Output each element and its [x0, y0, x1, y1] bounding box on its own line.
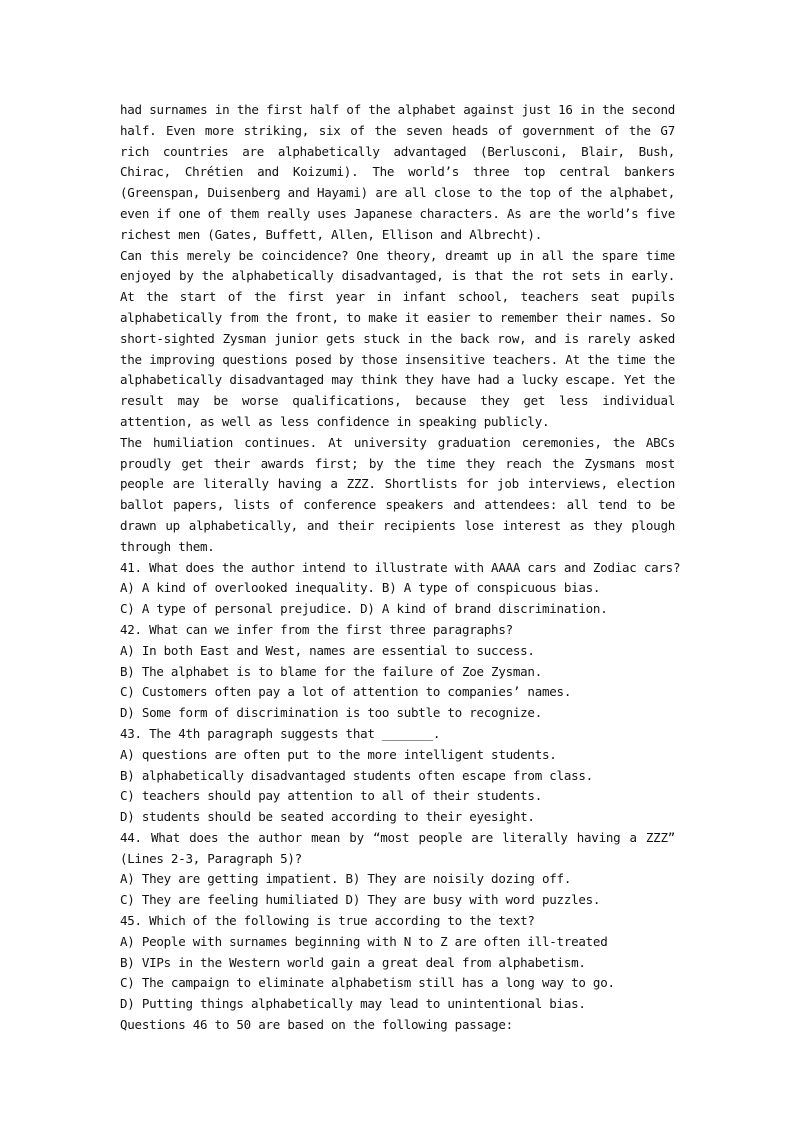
- question-43-stem: 43. The 4th paragraph suggests that _______.: [120, 725, 441, 741]
- next-passage-intro: Questions 46 to 50 are based on the following passage:: [120, 1017, 513, 1033]
- question-42-stem: 42. What can we infer from the first three paragraphs?: [120, 621, 513, 637]
- question-43-option-d: D) students should be seated according to their eyesight.: [120, 809, 535, 825]
- question-44-stem: 44. What does the author mean by “most people are literally having a ZZZ” (Lines 2-3, Paragraph 5)?: [120, 829, 675, 866]
- question-44-options-ab: A) They are getting impatient. B) They are noisily dozing off.: [120, 871, 572, 887]
- question-43-option-a: A) questions are often put to the more intelligent students.: [120, 746, 557, 762]
- passage-paragraph-1: had surnames in the first half of the alphabet against just 16 in the second half. Even more striking, six of the seven heads of government of the G7 rich countries are alphabetically advantaged (Berlusconi, Blair, Bush, Chirac, Chrétien and Koizumi). The world’s three top central bankers (Greenspan, Duisenberg and Hayami) are all close to the top of the alphabet, even if one of them really uses Japanese characters. As are the world’s five richest men (Gates, Buffett, Allen, Ellison and Albrecht).: [120, 102, 675, 242]
- question-43-option-c: C) teachers should pay attention to all of their students.: [120, 788, 542, 804]
- passage-paragraph-3: The humiliation continues. At university graduation ceremonies, the ABCs proudly get their awards first; by the time they reach the Zysmans most people are literally having a ZZZ. Shortlists for job interviews, election ballot papers, lists of conference speakers and attendees: all tend to be drawn up alphabetically, and their recipients lose interest as they plough through them.: [120, 434, 675, 554]
- question-45-option-d: D) Putting things alphabetically may lead to unintentional bias.: [120, 996, 586, 1012]
- question-42-option-d: D) Some form of discrimination is too subtle to recognize.: [120, 705, 542, 721]
- question-45-option-b: B) VIPs in the Western world gain a great deal from alphabetism.: [120, 954, 586, 970]
- question-44-options-cd: C) They are feeling humiliated D) They are busy with word puzzles.: [120, 892, 601, 908]
- document-page: [120, 100, 681, 1036]
- question-42-option-c: C) Customers often pay a lot of attention to companies’ names.: [120, 684, 572, 700]
- question-41-options-cd: C) A type of personal prejudice. D) A kind of brand discrimination.: [120, 601, 608, 617]
- question-45-option-a: A) People with surnames beginning with N to Z are often ill-treated: [120, 933, 608, 949]
- question-41-options-ab: A) A kind of overlooked inequality. B) A type of conspicuous bias.: [120, 580, 601, 596]
- question-42-option-a: A) In both East and West, names are essential to success.: [120, 642, 535, 658]
- question-42-option-b: B) The alphabet is to blame for the failure of Zoe Zysman.: [120, 663, 542, 679]
- question-41-stem: 41. What does the author intend to illustrate with AAAA cars and Zodiac cars?: [120, 559, 681, 575]
- question-45-option-c: C) The campaign to eliminate alphabetism still has a long way to go.: [120, 975, 615, 991]
- question-45-stem: 45. Which of the following is true according to the text?: [120, 913, 535, 929]
- passage-paragraph-2: Can this merely be coincidence? One theory, dreamt up in all the spare time enjoyed by the alphabetically disadvantaged, is that the rot sets in early. At the start of the first year in infant school, teachers seat pupils alphabetically from the front, to make it easier to remember their names. So short-sighted Zysman junior gets stuck in the back row, and is rarely asked the improving questions posed by those insensitive teachers. At the time the alphabetically disadvantaged may think they have had a lucky escape. Yet the result may be worse qualifications, because they get less individual attention, as well as less confidence in speaking publicly.: [120, 247, 675, 429]
- question-43-option-b: B) alphabetically disadvantaged students often escape from class.: [120, 767, 593, 783]
